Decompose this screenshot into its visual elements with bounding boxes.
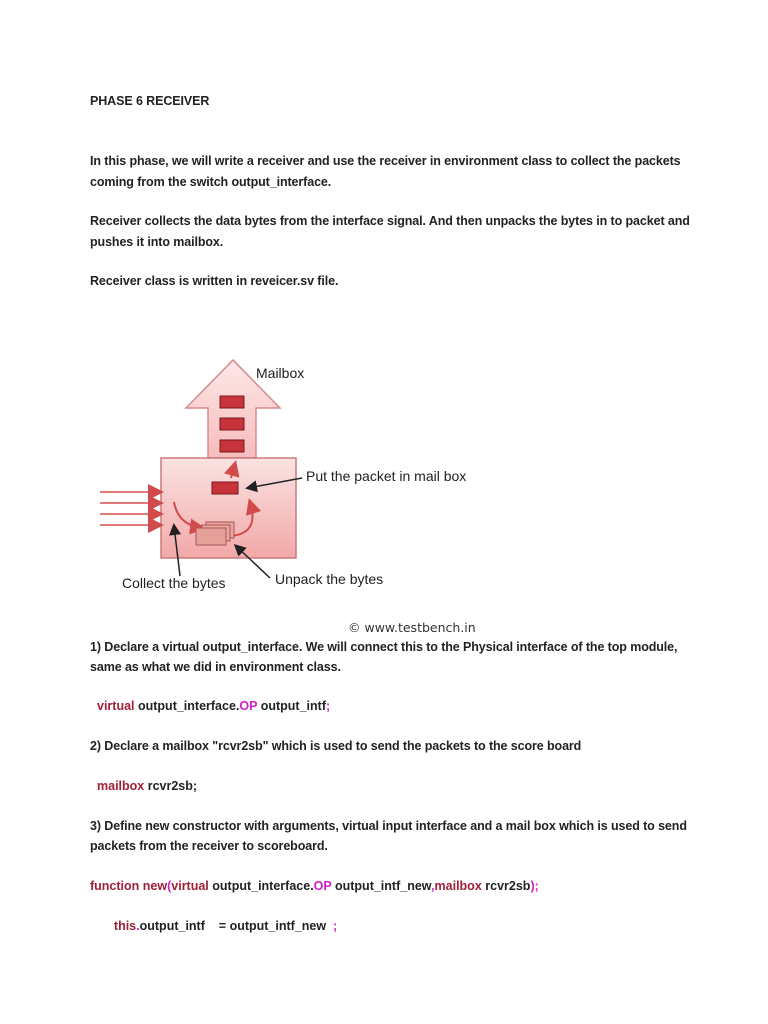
code-text: output_intf_new: [331, 879, 432, 893]
mailbox-packet-1: [220, 396, 244, 408]
para3: Receiver class is written in reveicer.sv file.: [90, 274, 339, 288]
code-paren: (: [167, 879, 172, 893]
code-keyword: mailbox: [97, 779, 145, 793]
para2-line-2: pushes it into mailbox.: [90, 235, 224, 249]
code-text: output_intf: [257, 699, 326, 713]
code-text: output_intf: [139, 919, 205, 933]
page-title: PHASE 6 RECEIVER: [90, 94, 210, 108]
intro-line-1: In this phase, we will write a receiver and use the receiver in environment class to collect the packets: [90, 154, 681, 168]
code-keyword: virtual: [97, 699, 135, 713]
code-text: output_interface: [134, 699, 236, 713]
code-modport: OP: [313, 879, 332, 893]
code-semicolon: ;: [326, 919, 338, 933]
code-keyword-this: this: [113, 919, 137, 933]
code-keyword-new: new: [139, 879, 168, 893]
code-line-4: [100, 896, 337, 956]
code-keyword-virtual: virtual: [171, 879, 209, 893]
mailbox-packet-2: [220, 418, 244, 430]
code-dot: .: [136, 919, 140, 933]
collect-bytes-label: Collect the bytes: [122, 575, 226, 591]
code-line-2: [97, 776, 197, 796]
code-text: = output_intf_new: [218, 919, 327, 933]
code-text: rcvr2sb: [481, 879, 531, 893]
step1-line-1: 1) Declare a virtual output_interface. We will connect this to the Physical interface of the top module,: [90, 640, 678, 654]
receiver-diagram: [90, 350, 520, 610]
step3-line-1: 3) Define new constructor with arguments, virtual input interface and a mail box which is used to send: [90, 819, 687, 833]
receiver-box: [161, 458, 296, 558]
step1-line-2: same as what we did in environment class.: [90, 660, 341, 674]
mailbox-label: Mailbox: [256, 365, 305, 381]
step3-line-2: packets from the receiver to scoreboard.: [90, 839, 328, 853]
bytes-stack: [196, 528, 226, 545]
put-packet-label: Put the packet in mail box: [306, 468, 467, 484]
mailbox-packet-3: [220, 440, 244, 452]
packet-in-box: [212, 482, 238, 494]
code-semicolon: ;: [325, 699, 331, 713]
copyright-text: © www.testbench.in: [348, 620, 476, 635]
code-gap: [205, 919, 219, 933]
code-text: rcvr2sb;: [144, 779, 198, 793]
code-close: );: [530, 879, 539, 893]
code-keyword-function: function: [90, 879, 140, 893]
step2: 2) Declare a mailbox "rcvr2sb" which is used to send the packets to the score board: [90, 739, 582, 753]
code-modport: OP: [239, 699, 258, 713]
intro-line-2: coming from the switch output_interface.: [90, 175, 332, 189]
code-keyword-mailbox: mailbox: [434, 879, 482, 893]
code-line-1: [97, 696, 330, 716]
para2-line-1: Receiver collects the data bytes from the interface signal. And then unpacks the bytes in to packet and: [90, 214, 690, 228]
code-text: output_interface: [208, 879, 311, 893]
code-dot: .: [235, 699, 240, 713]
unpack-bytes-label: Unpack the bytes: [275, 571, 384, 587]
code-dot: .: [310, 879, 314, 893]
code-comma: ,: [431, 879, 435, 893]
code-line-3: [90, 876, 539, 896]
